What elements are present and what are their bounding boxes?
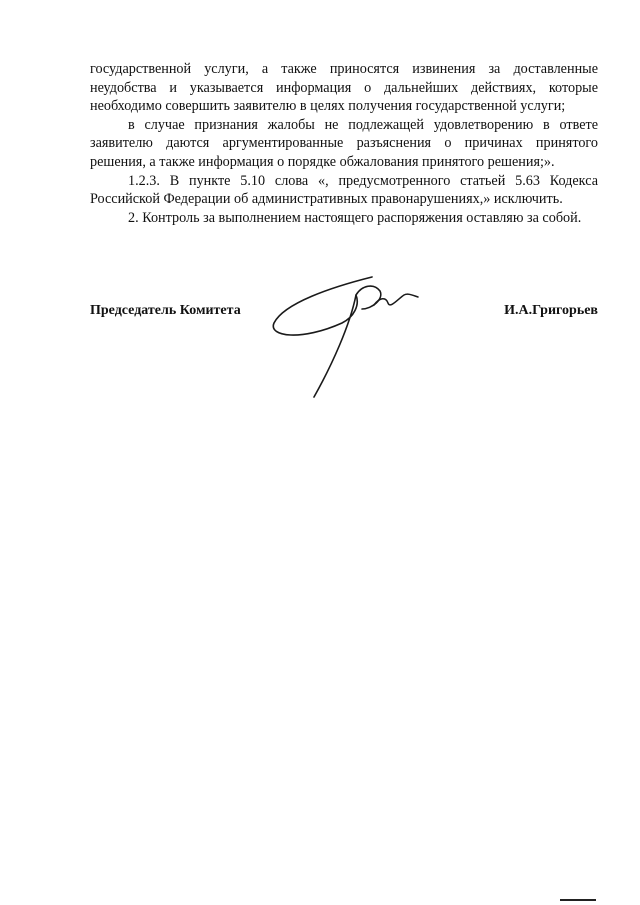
signatory-role: Председатель Комитета (90, 303, 241, 318)
paragraph-clause-2: 2. Контроль за выполнением настоящего распоряжения оставляю за собой. (128, 209, 582, 226)
handwritten-signature (262, 265, 422, 400)
paragraph-rejection: в случае признания жалобы не подлежащей удовлетворению в ответе заявителю даются аргументированные разъяснения о причинах принятого решения, а также информация о порядке обжалования принятого решения;». (90, 116, 598, 170)
signatory-name: И.А.Григорьев (504, 303, 598, 318)
paragraph-continuation: государственной услуги, а также приносятся извинения за доставленные неудобства и указывается информация о дальнейших действиях, которые необходимо совершить заявителю в целях получения государственной услуги; (90, 61, 598, 115)
document-body (90, 60, 598, 227)
paragraph-clause-1-2-3: 1.2.3. В пункте 5.10 слова «, предусмотренного статьей 5.63 Кодекса Российской Федерации об административных правонарушениях,» исключить. (90, 172, 598, 208)
page-corner-mark (560, 899, 596, 901)
